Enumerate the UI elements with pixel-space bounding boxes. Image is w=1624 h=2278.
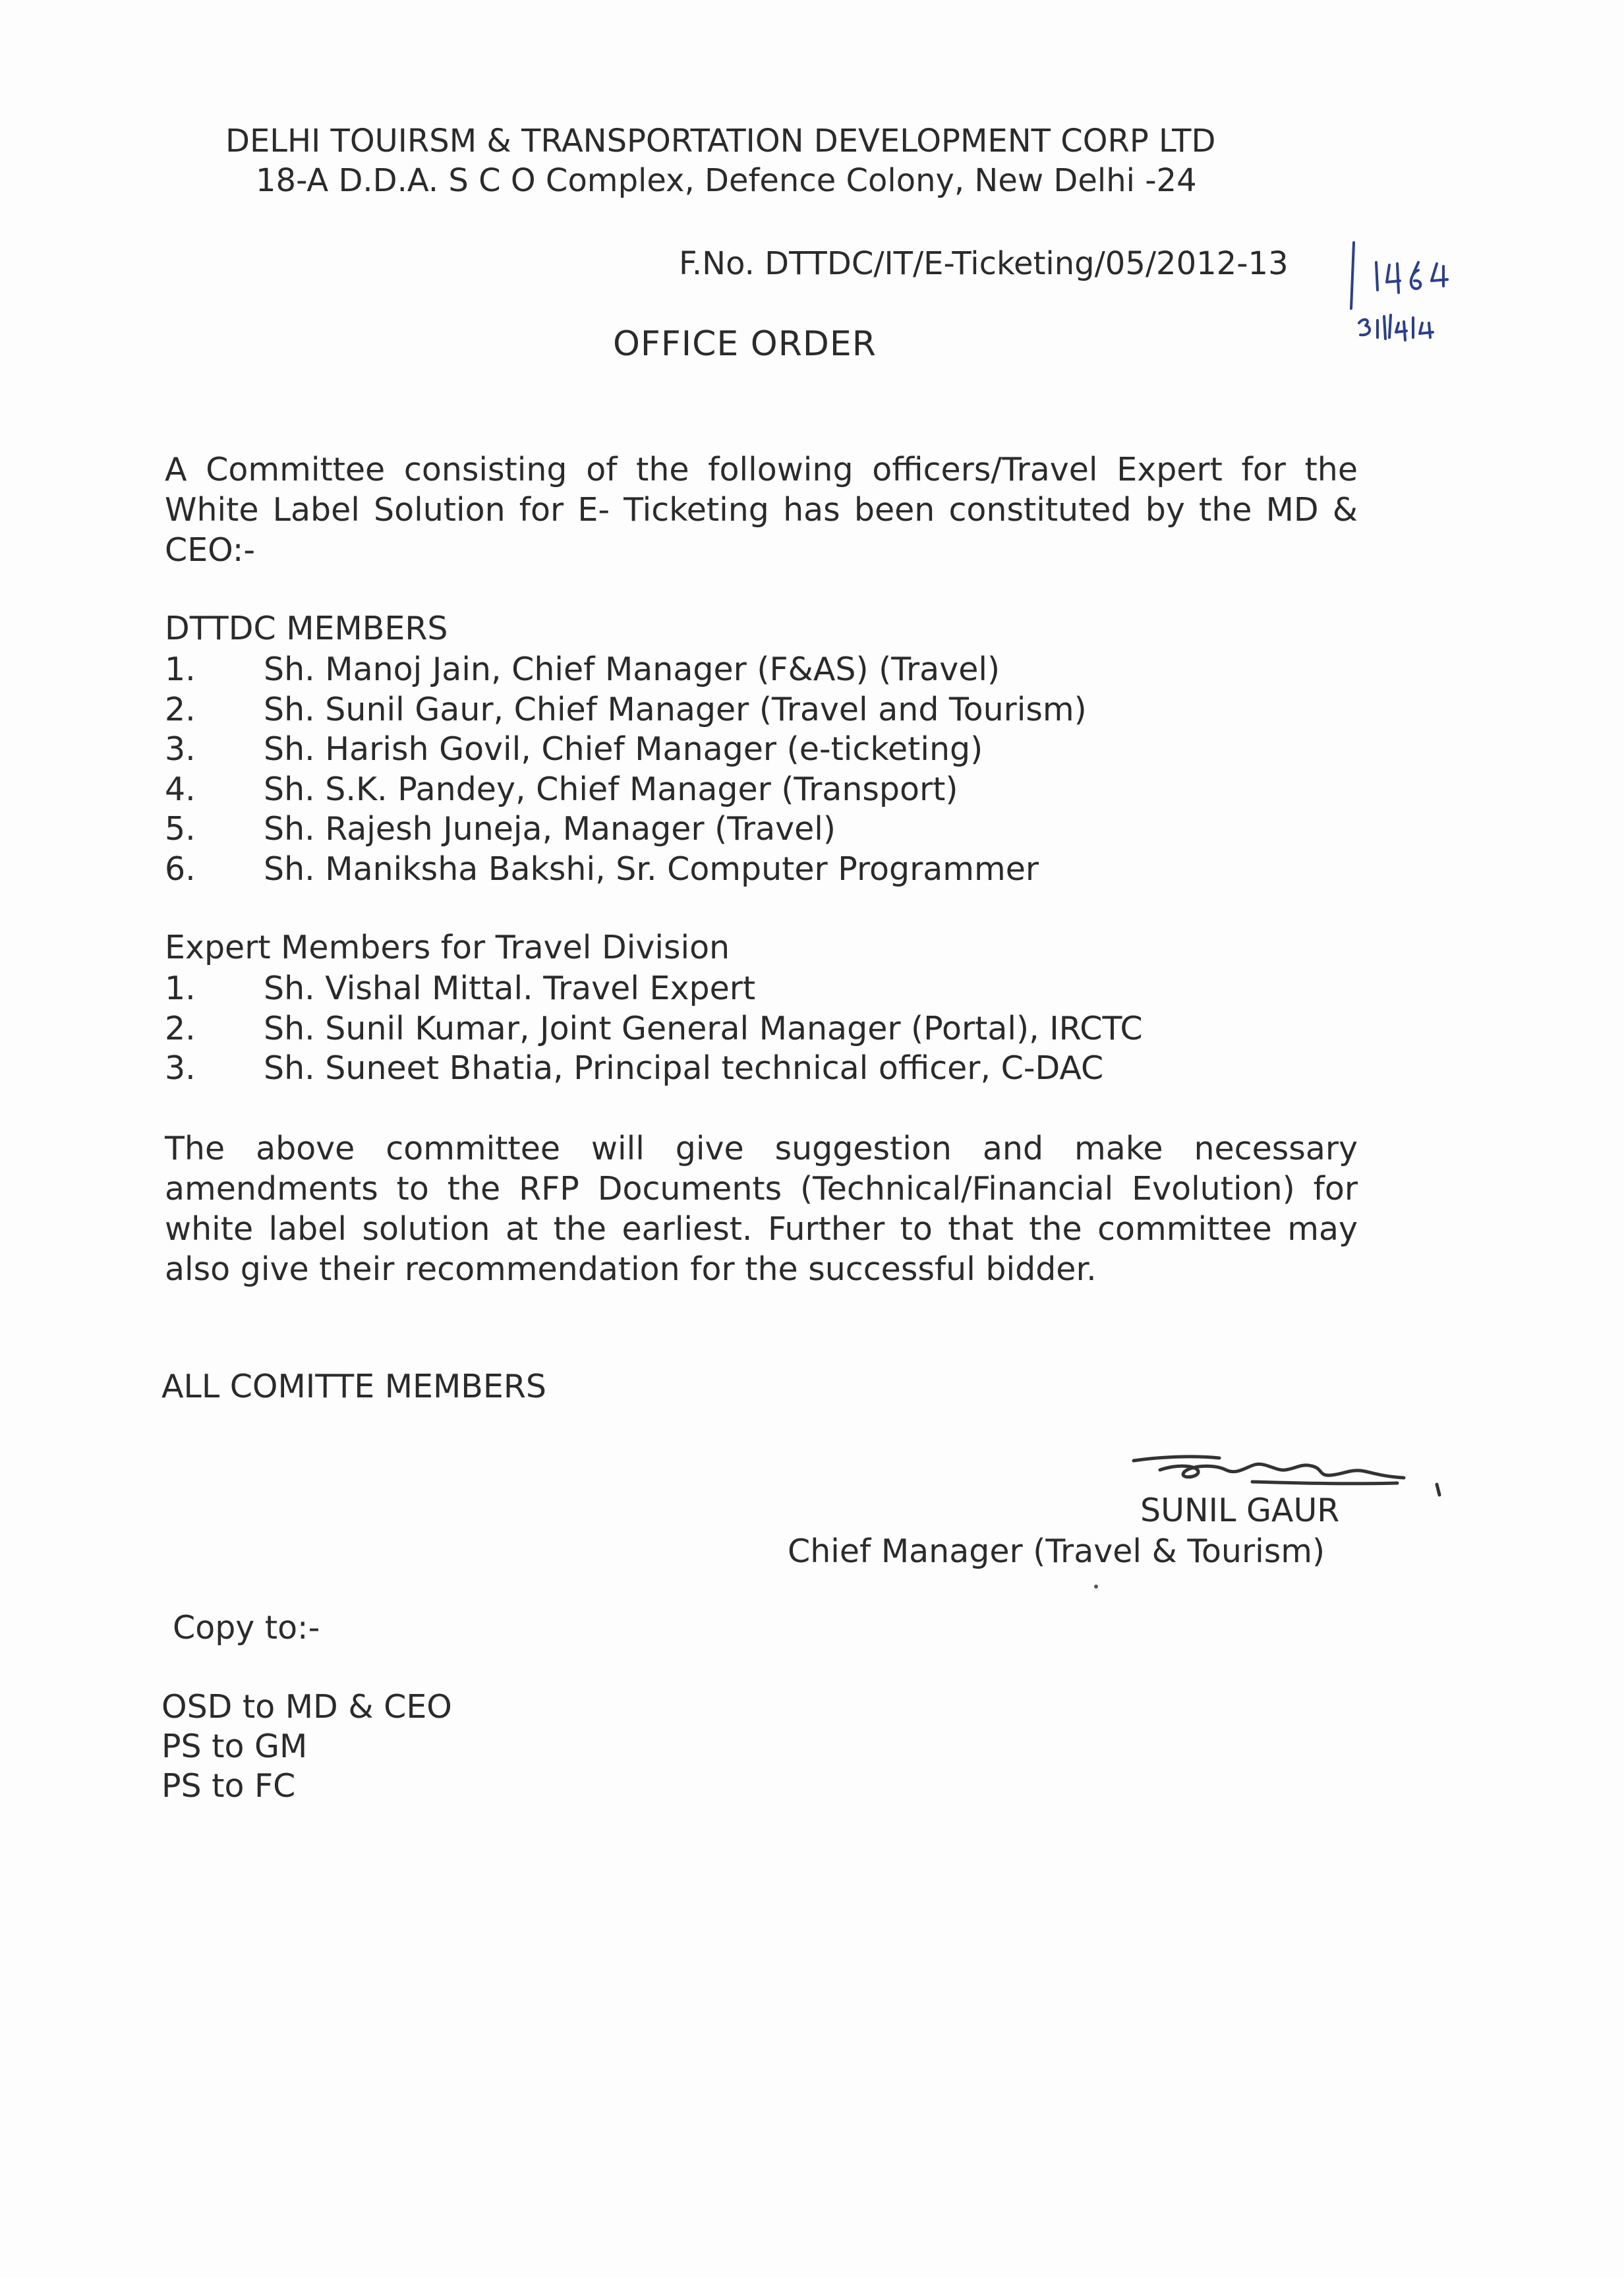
copy-to-item: OSD to MD & CEO bbox=[161, 1688, 452, 1726]
list-item-text: Sh. Harish Govil, Chief Manager (e-ticketing) bbox=[264, 730, 983, 768]
dttdc-members-heading: DTTDC MEMBERS bbox=[165, 610, 448, 647]
org-name: DELHI TOUIRSM & TRANSPORTATION DEVELOPMENT CORP LTD bbox=[225, 123, 1216, 160]
list-item-text: Sh. Vishal Mittal. Travel Expert bbox=[264, 970, 756, 1007]
list-item-text: Sh. S.K. Pandey, Chief Manager (Transport) bbox=[264, 770, 958, 808]
addressee-line: ALL COMITTE MEMBERS bbox=[161, 1368, 546, 1405]
list-item-text: Sh. Sunil Gaur, Chief Manager (Travel and Tourism) bbox=[264, 690, 1087, 728]
expert-members-heading: Expert Members for Travel Division bbox=[165, 929, 730, 966]
document-title: OFFICE ORDER bbox=[613, 324, 877, 364]
list-item-number: 6. bbox=[165, 850, 196, 888]
signatory-designation: Chief Manager (Travel & Tourism) bbox=[788, 1533, 1325, 1570]
copy-to-heading: Copy to:- bbox=[173, 1609, 320, 1647]
list-item-number: 1. bbox=[165, 970, 196, 1007]
org-address: 18-A D.D.A. S C O Complex, Defence Colony, New Delhi -24 bbox=[256, 162, 1197, 199]
list-item-number: 4. bbox=[165, 770, 196, 808]
list-item-number: 1. bbox=[165, 651, 196, 688]
list-item-text: Sh. Sunil Kumar, Joint General Manager (Portal), IRCTC bbox=[264, 1009, 1143, 1047]
closing-paragraph: The above committee will give suggestion and make necessary amendments to the RFP Documents (Technical/Financial Evolution) for white label solution at the earliest. Further to that the committee may also give their recommendation for the successful bidder. bbox=[165, 1130, 1358, 1288]
copy-to-item: PS to FC bbox=[161, 1767, 296, 1805]
ink-speck bbox=[1094, 1585, 1098, 1589]
list-item-text: Sh. Maniksha Bakshi, Sr. Computer Programmer bbox=[264, 850, 1039, 888]
intro-paragraph: A Committee consisting of the following officers/Travel Expert for the White Label Solution for E- Ticketing has been constituted by the MD & CEO:- bbox=[165, 451, 1358, 569]
list-item-number: 5. bbox=[165, 810, 196, 848]
signatory-name: SUNIL GAUR bbox=[1140, 1492, 1340, 1529]
list-item-number: 2. bbox=[165, 690, 196, 728]
list-item-number: 3. bbox=[165, 730, 196, 768]
handwritten-number-date-annotation bbox=[1345, 224, 1496, 356]
file-number: F.No. DTTDC/IT/E-Ticketing/05/2012-13 bbox=[679, 245, 1289, 282]
list-item-number: 3. bbox=[165, 1049, 196, 1087]
copy-to-item: PS to GM bbox=[161, 1728, 308, 1765]
copy-to-list bbox=[161, 1687, 452, 1806]
list-item-text: Sh. Manoj Jain, Chief Manager (F&AS) (Travel) bbox=[264, 651, 1000, 688]
list-item-text: Sh. Suneet Bhatia, Principal technical officer, C-DAC bbox=[264, 1049, 1104, 1087]
list-item-number: 2. bbox=[165, 1009, 196, 1047]
list-item-text: Sh. Rajesh Juneja, Manager (Travel) bbox=[264, 810, 836, 848]
